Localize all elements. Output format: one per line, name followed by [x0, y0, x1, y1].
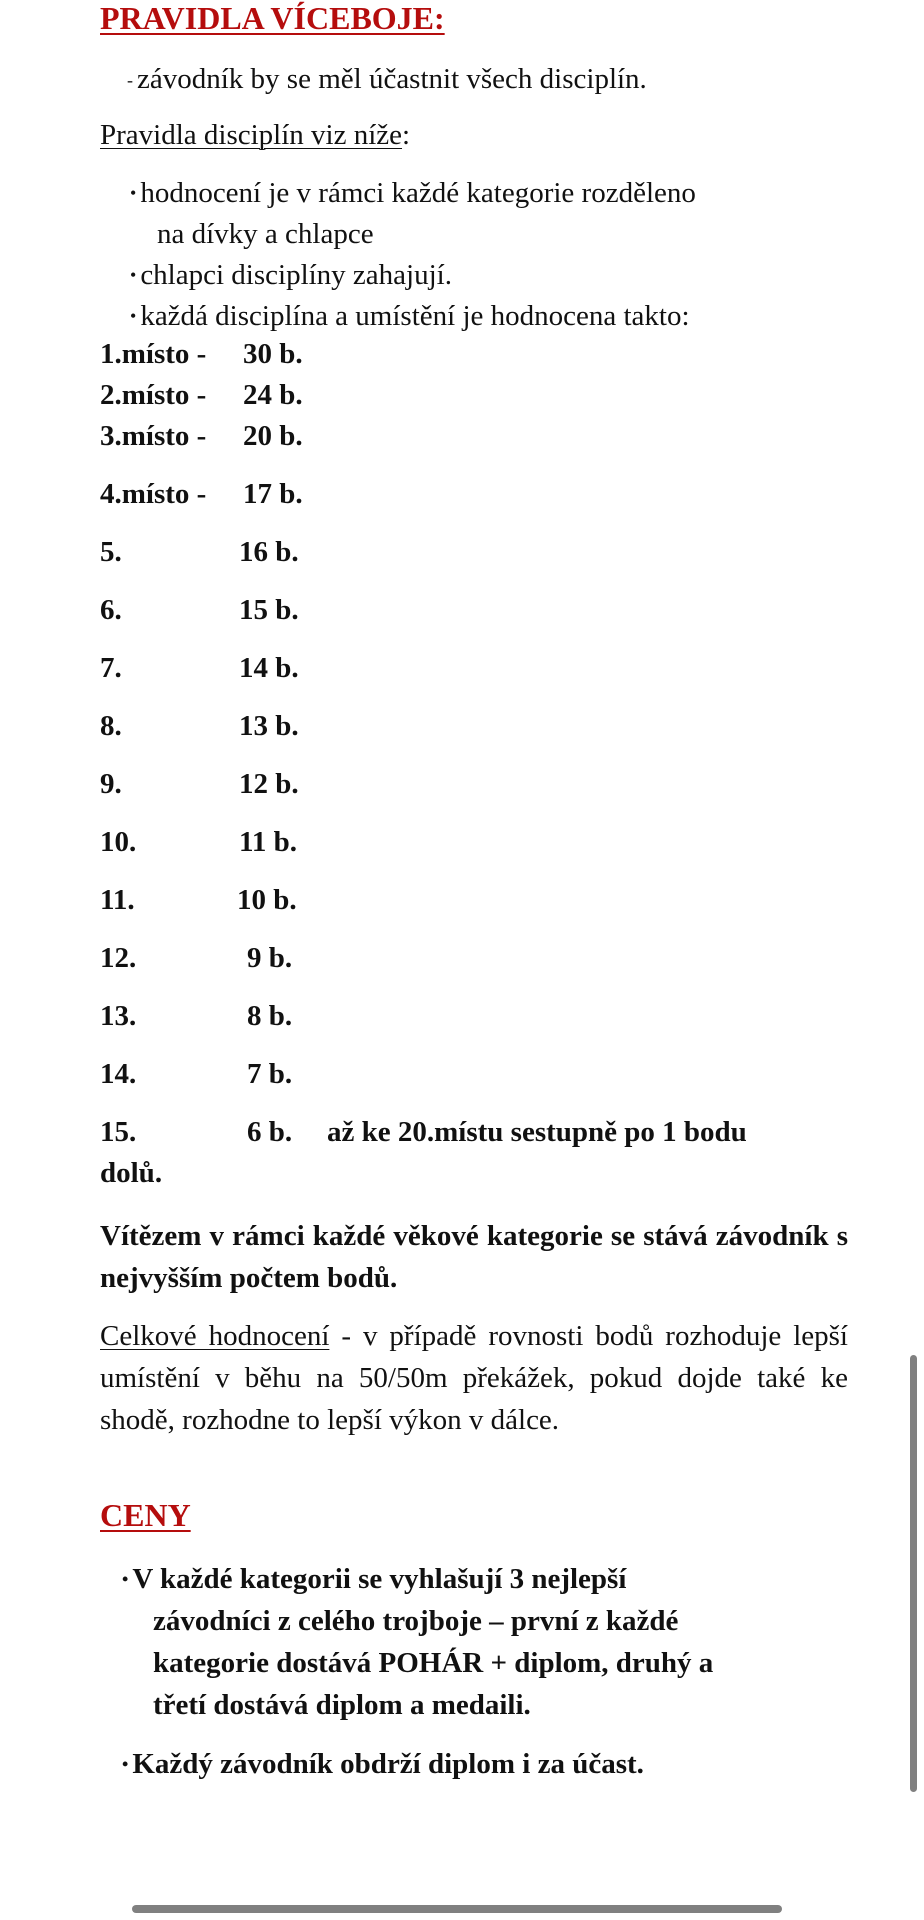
scoring-place: 2.místo - — [100, 379, 207, 411]
rule-item — [130, 172, 696, 214]
scoring-points: 10 b. — [237, 884, 297, 916]
rule-item-continuation: na dívky a chlapce — [157, 218, 374, 250]
rule-item — [130, 295, 690, 337]
scoring-points: 17 b. — [243, 478, 303, 510]
scoring-note-continuation: dolů. — [100, 1157, 163, 1189]
bullet-icon: • — [122, 1754, 129, 1774]
vertical-scrollbar[interactable] — [910, 1355, 917, 1792]
scoring-points: 12 b. — [239, 768, 299, 800]
scoring-place: 14. — [100, 1058, 137, 1090]
scoring-place: 13. — [100, 1000, 137, 1032]
scoring-points: 8 b. — [247, 1000, 293, 1032]
prize-text: V každé kategorii se vyhlašují 3 nejlepší — [132, 1563, 627, 1595]
intro-line — [127, 58, 647, 101]
scoring-points: 6 b. — [247, 1116, 293, 1148]
scoring-place: 10. — [100, 826, 137, 858]
rule-text: hodnocení je v rámci každé kategorie rozděleno — [140, 177, 696, 209]
bullet-icon: • — [122, 1569, 129, 1589]
rule-text: každá disciplína a umístění je hodnocena takto: — [140, 300, 690, 332]
scoring-points: 15 b. — [239, 594, 299, 626]
scoring-place: 1.místo - — [100, 338, 207, 370]
prize-item-continuation: kategorie dostává POHÁR + diplom, druhý a — [153, 1647, 714, 1679]
home-indicator[interactable] — [132, 1905, 782, 1913]
scoring-points: 24 b. — [243, 379, 303, 411]
overall-rule — [100, 1315, 848, 1441]
subheading-text: Pravidla disciplín viz níže — [100, 119, 403, 151]
prize-text: Každý závodník obdrží diplom i za účast. — [132, 1748, 644, 1780]
scoring-points: 30 b. — [243, 338, 303, 370]
overall-label: Celkové hodnocení — [100, 1320, 330, 1352]
prize-item — [122, 1743, 644, 1785]
subheading-colon: : — [402, 119, 411, 151]
scoring-points: 14 b. — [239, 652, 299, 684]
scoring-place: 8. — [100, 710, 122, 742]
scoring-points: 20 b. — [243, 420, 303, 452]
scoring-place: 6. — [100, 594, 122, 626]
scoring-place: 9. — [100, 768, 122, 800]
prizes-heading: CENY — [100, 1497, 191, 1533]
scoring-points: 7 b. — [247, 1058, 293, 1090]
scoring-place: 11. — [100, 884, 135, 916]
prize-item-continuation: třetí dostává diplom a medaili. — [153, 1689, 531, 1721]
bullet-icon: • — [130, 183, 137, 203]
bullet-icon: • — [130, 265, 137, 285]
dash-marker: - — [127, 70, 133, 90]
scoring-place: 3.místo - — [100, 420, 207, 452]
page-title: PRAVIDLA VÍCEBOJE: — [100, 0, 445, 36]
scoring-note: až ke 20.místu sestupně po 1 bodu — [327, 1116, 747, 1148]
scoring-place: 12. — [100, 942, 137, 974]
prize-item — [122, 1558, 626, 1600]
scoring-points: 13 b. — [239, 710, 299, 742]
intro-text: závodník by se měl účastnit všech disciplín. — [137, 63, 647, 95]
scoring-points: 9 b. — [247, 942, 293, 974]
rule-text: chlapci disciplíny zahajují. — [140, 259, 452, 291]
scoring-place: 15. — [100, 1116, 137, 1148]
scoring-place: 4.místo - — [100, 478, 207, 510]
scoring-points: 11 b. — [239, 826, 298, 858]
rule-item — [130, 254, 452, 296]
bullet-icon: • — [130, 306, 137, 326]
subheading — [100, 114, 410, 156]
scoring-place: 7. — [100, 652, 122, 684]
overall-text: - v případě rovnosti bodů rozhoduje lepší umístění v běhu na 50/50m překážek, pokud dojde také ke shodě, rozhodne to lepší výkon v dálce. — [100, 1320, 848, 1436]
prize-item-continuation: závodníci z celého trojboje – první z každé — [153, 1605, 679, 1637]
scoring-points: 16 b. — [239, 536, 299, 568]
scoring-place: 5. — [100, 536, 122, 568]
winner-rule: Vítězem v rámci každé věkové kategorie se stává závodník s nejvyšším počtem bodů. — [100, 1220, 848, 1294]
